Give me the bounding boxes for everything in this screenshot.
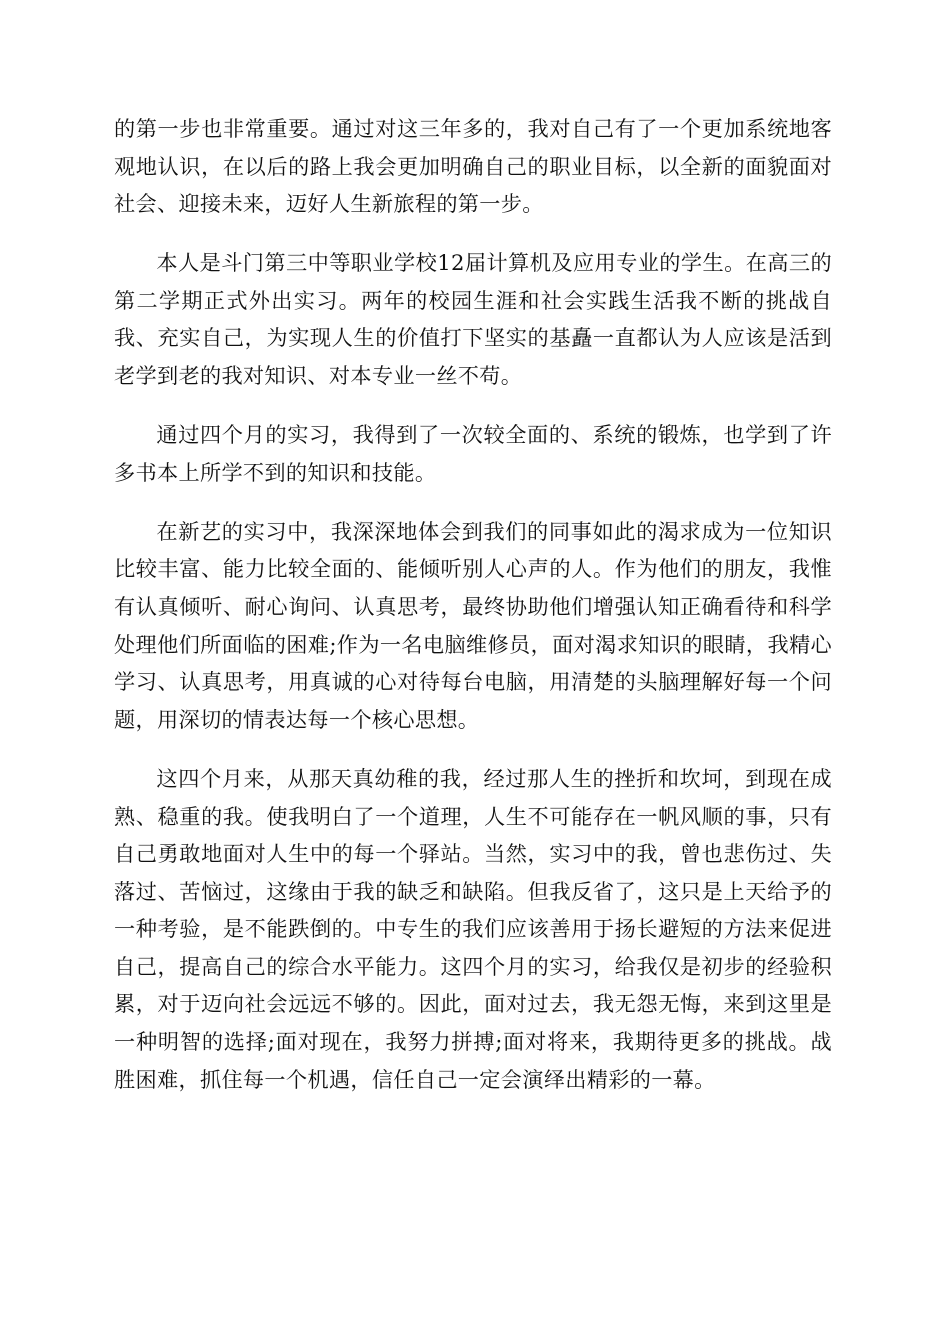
paragraph-self-introduction: 本人是斗门第三中等职业学校12届计算机及应用专业的学生。在高三的第二学期正式外出实习。两年的校园生涯和社会实践生活我不断的挑战自我、充实自己，为实现人生的价值打下坚实的基矗一直都认为人应该是活到老学到老的我对知识、对本专业一丝不苟。: [114, 250, 832, 389]
paragraph-xinyi-experience: 在新艺的实习中，我深深地体会到我们的同事如此的渴求成为一位知识比较丰富、能力比较全面的、能倾听别人心声的人。作为他们的朋友，我惟有认真倾听、耐心询问、认真思考，最终协助他们增强认知正确看待和科学处理他们所面临的困难;作为一名电脑维修员，面对渴求知识的眼睛，我精心学习、认真思考，用真诚的心对待每台电脑，用清楚的头脑理解好每一个问题，用深切的情表达每一个核心思想。: [114, 518, 832, 732]
paragraph-continuation: 的第一步也非常重要。通过对这三年多的，我对自己有了一个更加系统地客观地认识，在以后的路上我会更加明确自己的职业目标，以全新的面貌面对社会、迎接未来，迈好人生新旅程的第一步。: [114, 116, 832, 217]
document-page: [114, 110, 832, 1120]
paragraph-reflection: 这四个月来，从那天真幼稚的我，经过那人生的挫折和坎坷，到现在成熟、稳重的我。使我明白了一个道理，人生不可能存在一帆风顺的事，只有自己勇敢地面对人生中的每一个驿站。当然，实习中的我，曾也悲伤过、失落过、苦恼过，这缘由于我的缺乏和缺陷。但我反省了，这只是上天给予的一种考验，是不能跌倒的。中专生的我们应该善用于扬长避短的方法来促进自己，提高自己的综合水平能力。这四个月的实习，给我仅是初步的经验积累，对于迈向社会远远不够的。因此，面对过去，我无怨无悔，来到这里是一种明智的选择;面对现在，我努力拼搏;面对将来，我期待更多的挑战。战胜困难，抓住每一个机遇，信任自己一定会演绎出精彩的一幕。: [114, 765, 832, 1092]
paragraph-internship-summary: 通过四个月的实习，我得到了一次较全面的、系统的锻炼，也学到了许多书本上所学不到的知识和技能。: [114, 422, 832, 485]
